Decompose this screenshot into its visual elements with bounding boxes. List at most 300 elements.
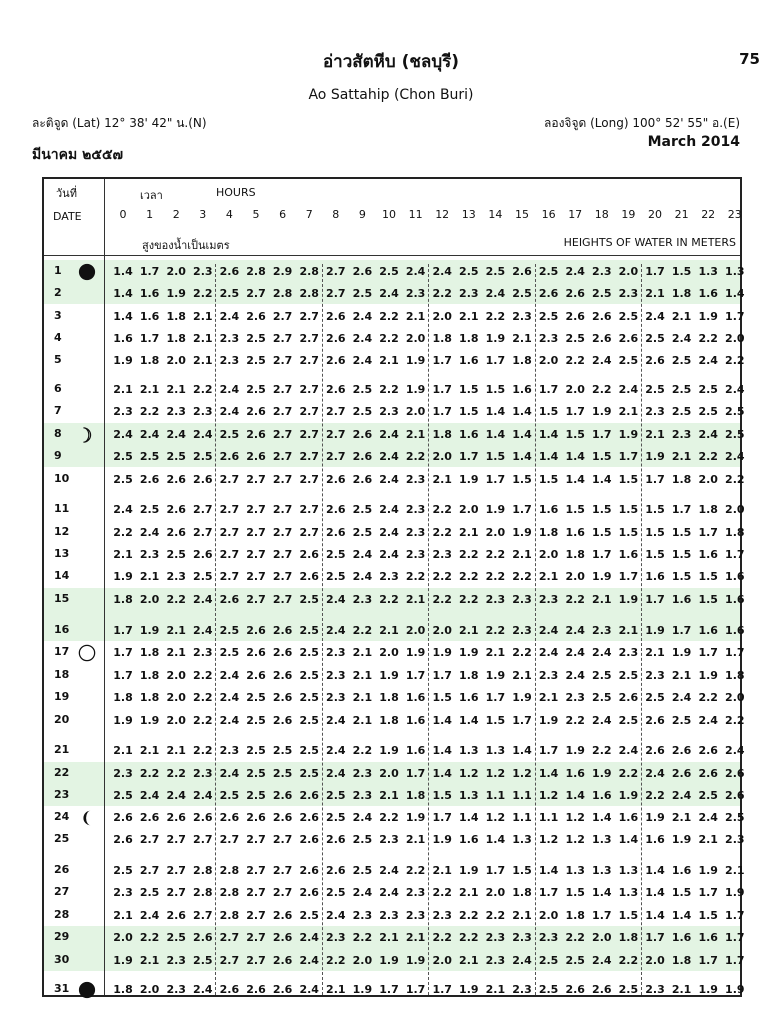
height-cell: 2.4 <box>299 931 319 944</box>
height-cell: 2.1 <box>538 570 559 583</box>
height-cell: 2.3 <box>326 669 346 682</box>
height-cell: 2.1 <box>166 624 186 637</box>
height-cell: 1.1 <box>485 789 506 802</box>
height-cell: 1.4 <box>538 767 559 780</box>
height-cell: 2.1 <box>379 354 399 367</box>
height-cell: 1.8 <box>698 503 718 516</box>
height-cell: 1.5 <box>565 503 585 516</box>
height-cell: 2.3 <box>113 886 133 899</box>
height-cell: 2.4 <box>565 669 585 682</box>
height-cell: 2.5 <box>246 691 266 704</box>
height-cell: 2.3 <box>512 931 532 944</box>
height-cell: 2.1 <box>485 646 506 659</box>
height-cell: 2.6 <box>166 473 186 486</box>
date-label-english: DATE <box>53 210 82 223</box>
height-cell: 2.0 <box>538 548 559 561</box>
height-cell: 2.4 <box>219 405 240 418</box>
height-cell: 2.3 <box>592 265 612 278</box>
height-cell: 1.5 <box>432 789 452 802</box>
height-cell: 2.0 <box>379 767 399 780</box>
height-cell: 2.2 <box>432 526 452 539</box>
height-cell: 1.5 <box>618 909 639 922</box>
date-cell: 8 <box>54 427 62 440</box>
header-divider <box>44 255 740 256</box>
height-cell: 2.6 <box>166 503 186 516</box>
height-cell: 1.9 <box>485 669 506 682</box>
height-cell: 1.9 <box>485 332 506 345</box>
height-cell: 1.5 <box>565 886 585 899</box>
date-cell: 26 <box>54 863 70 876</box>
height-cell: 1.7 <box>432 811 452 824</box>
table-row <box>44 785 744 807</box>
height-cell: 2.5 <box>299 714 319 727</box>
hour-label: 11 <box>408 208 423 221</box>
table-row <box>44 589 744 611</box>
date-cell: 4 <box>54 331 62 344</box>
height-cell: 2.5 <box>139 503 160 516</box>
date-cell: 20 <box>54 713 70 726</box>
height-cell: 1.7 <box>432 383 452 396</box>
height-cell: 1.7 <box>592 428 612 441</box>
height-cell: 2.5 <box>193 570 213 583</box>
height-cell: 2.1 <box>512 909 532 922</box>
height-cell: 2.1 <box>379 624 399 637</box>
height-cell: 2.7 <box>246 570 266 583</box>
height-cell: 1.7 <box>113 646 133 659</box>
height-cell: 1.4 <box>538 450 559 463</box>
date-cell: 6 <box>54 382 62 395</box>
height-cell: 2.1 <box>113 548 133 561</box>
date-cell: 27 <box>54 885 70 898</box>
height-cell: 2.4 <box>139 428 160 441</box>
height-cell: 2.5 <box>272 744 293 757</box>
height-cell: 1.7 <box>113 624 133 637</box>
height-cell: 2.7 <box>299 383 319 396</box>
height-cell: 1.8 <box>432 332 452 345</box>
height-cell: 1.5 <box>618 473 639 486</box>
height-cell: 2.6 <box>139 811 160 824</box>
height-cell: 1.5 <box>565 428 585 441</box>
height-cell: 2.6 <box>671 744 692 757</box>
height-cell: 2.5 <box>246 714 266 727</box>
height-cell: 2.6 <box>592 310 612 323</box>
height-cell: 2.4 <box>671 789 692 802</box>
height-cell: 2.2 <box>193 691 213 704</box>
height-cell: 2.1 <box>139 383 160 396</box>
height-cell: 2.5 <box>219 287 240 300</box>
height-cell: 2.6 <box>618 691 639 704</box>
height-cell: 1.8 <box>139 691 160 704</box>
height-cell: 1.2 <box>538 833 559 846</box>
height-cell: 1.7 <box>592 909 612 922</box>
height-cell: 2.6 <box>352 450 373 463</box>
last-quarter-icon <box>78 809 96 827</box>
height-cell: 2.5 <box>592 691 612 704</box>
height-cell: 2.0 <box>698 473 718 486</box>
height-cell: 2.3 <box>592 624 612 637</box>
height-cell: 2.1 <box>725 864 745 877</box>
height-cell: 1.4 <box>432 714 452 727</box>
height-cell: 2.2 <box>618 767 639 780</box>
height-cell: 2.0 <box>485 886 506 899</box>
height-cell: 2.4 <box>326 909 346 922</box>
height-cell: 1.9 <box>405 354 426 367</box>
height-cell: 2.7 <box>193 833 213 846</box>
height-cell: 2.3 <box>538 931 559 944</box>
date-cell: 16 <box>54 623 70 636</box>
table-row <box>44 544 744 566</box>
height-cell: 2.5 <box>299 909 319 922</box>
height-cell: 2.4 <box>538 646 559 659</box>
date-cell: 15 <box>54 592 70 605</box>
height-cell: 2.7 <box>166 886 186 899</box>
height-cell: 2.4 <box>512 954 532 967</box>
height-cell: 2.0 <box>592 931 612 944</box>
table-row <box>44 424 744 446</box>
hour-label: 20 <box>648 208 662 221</box>
height-cell: 1.6 <box>698 624 718 637</box>
height-cell: 1.7 <box>671 624 692 637</box>
height-cell: 2.0 <box>725 691 745 704</box>
height-cell: 2.4 <box>725 744 745 757</box>
height-cell: 1.5 <box>645 526 665 539</box>
height-cell: 2.6 <box>166 811 186 824</box>
hour-label: 9 <box>358 208 366 221</box>
height-cell: 2.1 <box>405 310 426 323</box>
height-cell: 1.7 <box>113 669 133 682</box>
height-cell: 1.8 <box>459 332 479 345</box>
height-cell: 2.7 <box>272 548 293 561</box>
height-cell: 2.1 <box>512 548 532 561</box>
height-cell: 1.7 <box>698 954 718 967</box>
height-cell: 2.8 <box>219 886 240 899</box>
date-cell: 9 <box>54 449 62 462</box>
height-cell: 1.8 <box>113 593 133 606</box>
date-label-thai: วันที่ <box>56 187 77 200</box>
table-row <box>44 740 744 762</box>
height-cell: 2.3 <box>193 405 213 418</box>
height-cell: 2.7 <box>166 833 186 846</box>
height-cell: 1.7 <box>432 983 452 996</box>
height-cell: 2.7 <box>219 526 240 539</box>
height-cell: 2.1 <box>352 714 373 727</box>
height-cell: 2.2 <box>565 931 585 944</box>
height-cell: 1.4 <box>592 473 612 486</box>
height-cell: 1.9 <box>725 886 745 899</box>
height-cell: 2.7 <box>272 473 293 486</box>
height-cell: 2.5 <box>166 931 186 944</box>
height-cell: 2.2 <box>432 570 452 583</box>
date-cell: 21 <box>54 743 70 756</box>
height-cell: 2.4 <box>405 265 426 278</box>
height-cell: 2.7 <box>299 450 319 463</box>
height-cell: 2.7 <box>219 954 240 967</box>
height-cell: 2.6 <box>219 983 240 996</box>
height-cell: 2.1 <box>193 354 213 367</box>
height-cell: 1.5 <box>459 383 479 396</box>
hour-label: 0 <box>119 208 127 221</box>
height-cell: 2.4 <box>193 983 213 996</box>
height-cell: 1.3 <box>592 833 612 846</box>
height-cell: 2.9 <box>272 265 293 278</box>
height-cell: 1.6 <box>645 833 665 846</box>
height-cell: 1.6 <box>113 332 133 345</box>
height-cell: 2.5 <box>352 287 373 300</box>
height-cell: 2.4 <box>698 354 718 367</box>
height-cell: 1.7 <box>512 714 532 727</box>
height-cell: 2.5 <box>645 332 665 345</box>
height-cell: 2.7 <box>219 570 240 583</box>
height-cell: 2.6 <box>272 909 293 922</box>
height-cell: 2.5 <box>538 983 559 996</box>
height-cell: 2.6 <box>299 833 319 846</box>
height-cell: 2.4 <box>671 332 692 345</box>
height-cell: 2.5 <box>352 383 373 396</box>
height-cell: 1.8 <box>113 983 133 996</box>
height-cell: 2.7 <box>299 503 319 516</box>
height-cell: 2.1 <box>459 624 479 637</box>
height-cell: 2.2 <box>352 931 373 944</box>
height-cell: 2.4 <box>352 332 373 345</box>
height-cell: 2.7 <box>246 548 266 561</box>
height-cell: 1.4 <box>565 473 585 486</box>
height-cell: 2.5 <box>671 714 692 727</box>
height-cell: 2.2 <box>432 886 452 899</box>
height-cell: 1.4 <box>565 450 585 463</box>
hour-label: 6 <box>279 208 287 221</box>
height-cell: 2.6 <box>193 811 213 824</box>
height-cell: 2.5 <box>618 310 639 323</box>
height-cell: 2.1 <box>326 983 346 996</box>
height-cell: 2.6 <box>645 744 665 757</box>
height-cell: 2.1 <box>432 473 452 486</box>
height-cell: 2.0 <box>432 624 452 637</box>
height-cell: 1.6 <box>592 789 612 802</box>
height-cell: 2.8 <box>219 909 240 922</box>
height-cell: 2.3 <box>219 354 240 367</box>
month-english: March 2014 <box>647 134 740 150</box>
height-cell: 2.5 <box>326 548 346 561</box>
height-cell: 2.2 <box>459 548 479 561</box>
hour-label: 17 <box>568 208 583 221</box>
height-cell: 2.5 <box>113 864 133 877</box>
height-cell: 1.4 <box>725 287 745 300</box>
height-cell: 1.4 <box>485 405 506 418</box>
height-cell: 2.4 <box>139 789 160 802</box>
longitude-label: ลองจิจูด (Long) 100° 52' 55" อ.(E) <box>544 116 740 130</box>
height-cell: 2.7 <box>299 526 319 539</box>
height-cell: 2.5 <box>193 450 213 463</box>
height-cell: 2.7 <box>272 354 293 367</box>
height-cell: 2.2 <box>193 383 213 396</box>
height-cell: 2.1 <box>618 405 639 418</box>
height-cell: 2.3 <box>432 909 452 922</box>
height-cell: 2.6 <box>219 593 240 606</box>
latitude-label: ละติจูด (Lat) 12° 38' 42" น.(N) <box>32 116 207 130</box>
height-cell: 2.3 <box>139 548 160 561</box>
height-cell: 2.0 <box>139 593 160 606</box>
height-cell: 1.3 <box>512 833 532 846</box>
height-label-thai: สูงของน้ำเป็นเมตร <box>142 239 230 252</box>
height-cell: 1.5 <box>618 503 639 516</box>
height-cell: 2.0 <box>432 450 452 463</box>
height-cell: 2.5 <box>246 354 266 367</box>
height-cell: 1.6 <box>645 570 665 583</box>
first-quarter-icon <box>78 426 96 444</box>
height-cell: 1.9 <box>459 646 479 659</box>
height-cell: 2.3 <box>352 767 373 780</box>
height-cell: 1.8 <box>618 931 639 944</box>
height-cell: 2.7 <box>166 864 186 877</box>
height-cell: 2.3 <box>379 570 399 583</box>
height-cell: 2.1 <box>538 691 559 704</box>
height-cell: 1.9 <box>618 789 639 802</box>
height-cell: 2.1 <box>405 428 426 441</box>
height-cell: 2.7 <box>246 526 266 539</box>
height-cell: 2.6 <box>592 332 612 345</box>
height-cell: 2.4 <box>645 767 665 780</box>
height-cell: 2.3 <box>219 332 240 345</box>
height-cell: 1.5 <box>592 526 612 539</box>
hour-label: 10 <box>382 208 396 221</box>
height-cell: 2.6 <box>725 767 745 780</box>
hour-group-separator <box>535 264 536 995</box>
height-cell: 2.7 <box>272 332 293 345</box>
height-cell: 1.1 <box>538 811 559 824</box>
month-thai: มีนาคม ๒๕๕๗ <box>32 147 124 163</box>
height-cell: 2.5 <box>299 767 319 780</box>
height-cell: 1.7 <box>538 744 559 757</box>
height-cell: 2.5 <box>698 789 718 802</box>
height-cell: 2.7 <box>326 405 346 418</box>
height-cell: 2.2 <box>618 954 639 967</box>
height-cell: 1.9 <box>645 811 665 824</box>
height-cell: 2.2 <box>645 789 665 802</box>
height-cell: 2.6 <box>166 526 186 539</box>
height-cell: 2.4 <box>352 548 373 561</box>
height-cell: 1.9 <box>698 983 718 996</box>
height-cell: 2.5 <box>565 954 585 967</box>
height-cell: 2.7 <box>246 864 266 877</box>
table-row <box>44 807 744 829</box>
height-cell: 2.5 <box>139 886 160 899</box>
height-cell: 2.6 <box>326 354 346 367</box>
height-cell: 1.1 <box>512 811 532 824</box>
height-cell: 2.1 <box>379 789 399 802</box>
height-cell: 2.0 <box>166 669 186 682</box>
height-cell: 2.3 <box>538 593 559 606</box>
height-cell: 2.5 <box>512 287 532 300</box>
height-cell: 2.5 <box>618 354 639 367</box>
height-cell: 1.5 <box>618 526 639 539</box>
height-cell: 2.5 <box>326 886 346 899</box>
height-cell: 1.7 <box>405 983 426 996</box>
height-cell: 1.7 <box>698 646 718 659</box>
height-cell: 2.2 <box>725 714 745 727</box>
height-cell: 1.6 <box>538 503 559 516</box>
height-cell: 2.3 <box>326 931 346 944</box>
height-cell: 1.7 <box>485 354 506 367</box>
height-cell: 1.9 <box>352 983 373 996</box>
height-cell: 1.5 <box>671 886 692 899</box>
date-cell: 28 <box>54 908 70 921</box>
height-cell: 2.4 <box>671 691 692 704</box>
date-cell: 5 <box>54 353 62 366</box>
height-cell: 2.7 <box>299 354 319 367</box>
height-cell: 2.4 <box>166 789 186 802</box>
height-cell: 2.8 <box>299 287 319 300</box>
height-cell: 1.6 <box>565 767 585 780</box>
height-cell: 1.7 <box>725 310 745 323</box>
height-cell: 2.5 <box>352 405 373 418</box>
height-cell: 1.6 <box>459 691 479 704</box>
height-cell: 1.7 <box>592 548 612 561</box>
height-cell: 1.5 <box>512 864 532 877</box>
hour-label: 14 <box>488 208 503 221</box>
height-cell: 1.9 <box>645 450 665 463</box>
height-cell: 2.6 <box>272 983 293 996</box>
date-cell: 7 <box>54 404 62 417</box>
height-cell: 2.2 <box>512 570 532 583</box>
height-cell: 1.5 <box>485 450 506 463</box>
height-cell: 2.5 <box>299 691 319 704</box>
height-cell: 2.7 <box>139 864 160 877</box>
height-cell: 2.5 <box>326 789 346 802</box>
height-cell: 2.7 <box>272 405 293 418</box>
height-cell: 1.9 <box>698 310 718 323</box>
height-cell: 2.1 <box>405 833 426 846</box>
height-cell: 1.5 <box>592 450 612 463</box>
height-cell: 1.5 <box>671 526 692 539</box>
height-cell: 2.5 <box>671 383 692 396</box>
height-cell: 2.6 <box>272 954 293 967</box>
height-cell: 2.4 <box>538 624 559 637</box>
height-cell: 2.6 <box>565 983 585 996</box>
height-cell: 2.1 <box>698 833 718 846</box>
height-cell: 1.5 <box>645 548 665 561</box>
height-cell: 2.7 <box>299 405 319 418</box>
height-cell: 2.1 <box>352 691 373 704</box>
height-cell: 2.0 <box>405 624 426 637</box>
height-cell: 1.4 <box>512 450 532 463</box>
height-cell: 2.5 <box>538 310 559 323</box>
height-cell: 2.6 <box>272 811 293 824</box>
table-row <box>44 665 744 687</box>
height-cell: 1.9 <box>725 983 745 996</box>
height-cell: 1.7 <box>698 526 718 539</box>
height-cell: 2.3 <box>645 983 665 996</box>
height-cell: 2.6 <box>565 310 585 323</box>
new-moon-icon <box>78 263 96 281</box>
height-cell: 2.7 <box>193 503 213 516</box>
height-cell: 2.3 <box>405 473 426 486</box>
height-cell: 1.7 <box>485 864 506 877</box>
height-cell: 1.7 <box>618 450 639 463</box>
height-cell: 1.9 <box>645 624 665 637</box>
height-cell: 2.6 <box>326 864 346 877</box>
height-cell: 1.2 <box>512 767 532 780</box>
height-label-english: HEIGHTS OF WATER IN METERS <box>563 236 736 249</box>
height-cell: 1.9 <box>166 287 186 300</box>
height-cell: 1.6 <box>139 287 160 300</box>
height-cell: 2.3 <box>459 287 479 300</box>
height-cell: 1.8 <box>405 789 426 802</box>
height-cell: 2.7 <box>326 287 346 300</box>
date-cell: 23 <box>54 788 70 801</box>
height-cell: 1.5 <box>671 265 692 278</box>
height-cell: 1.3 <box>698 265 718 278</box>
height-cell: 2.4 <box>379 473 399 486</box>
